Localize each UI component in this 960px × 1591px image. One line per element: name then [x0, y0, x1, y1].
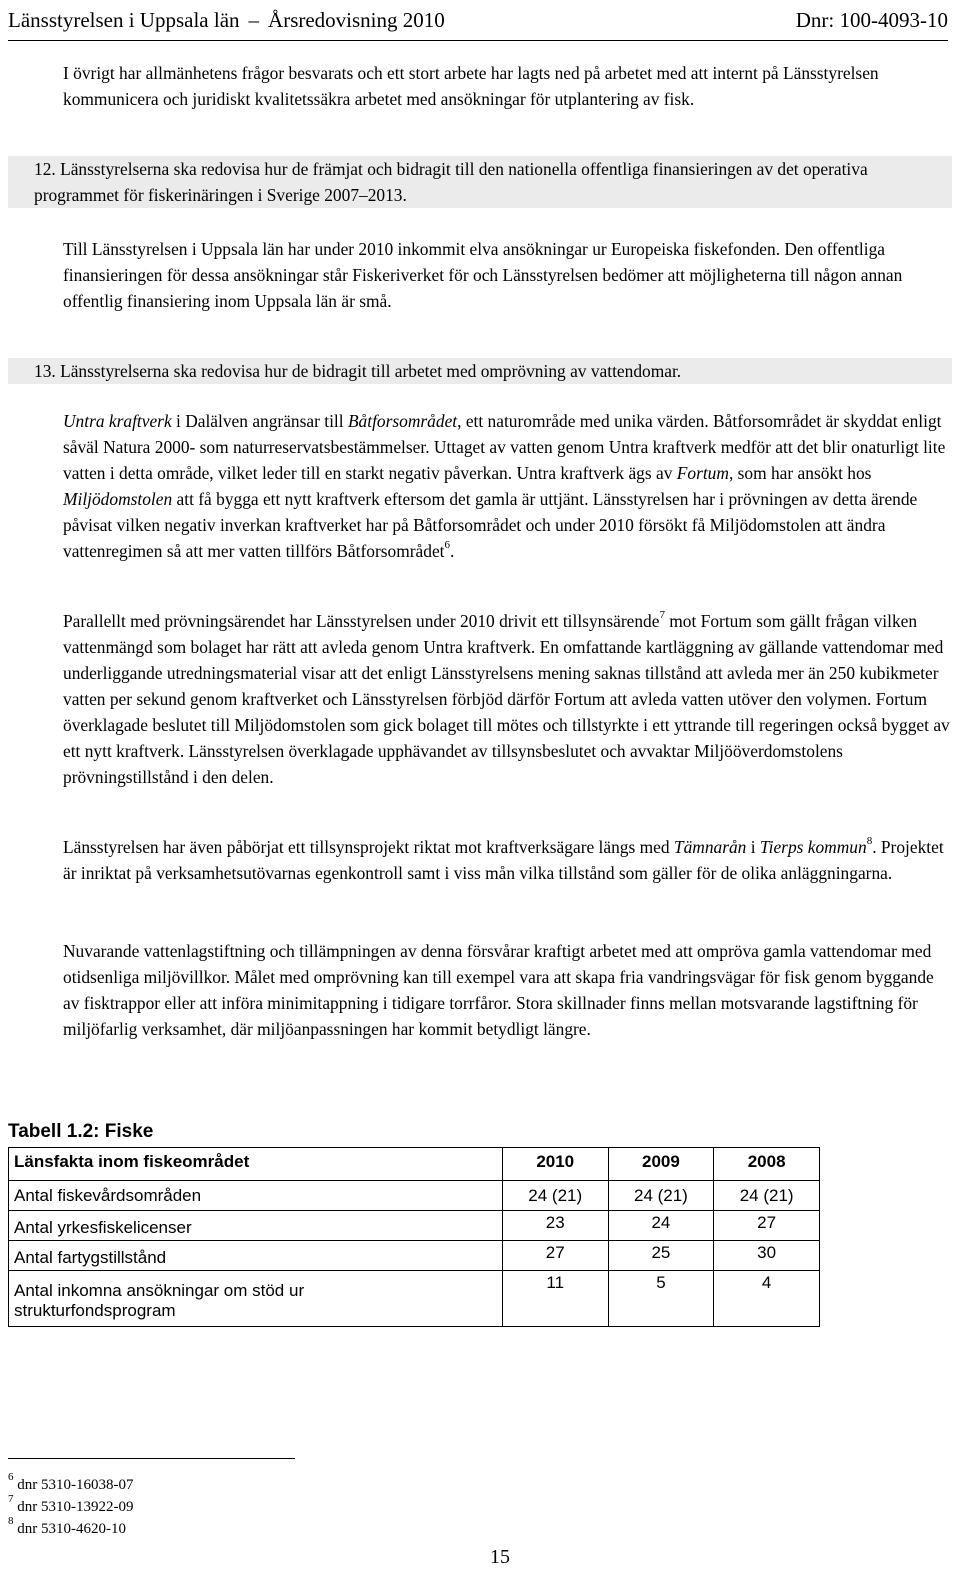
- footnote-text: dnr 5310-13922-09: [17, 1499, 134, 1515]
- item12-heading: [8, 156, 952, 208]
- table-header-2008: 2008: [714, 1148, 820, 1181]
- table-cell: 27: [502, 1241, 608, 1271]
- table-cell: 24: [608, 1211, 714, 1241]
- table-cell: 11: [502, 1271, 608, 1327]
- batforsomradet: Båtforsområdet: [347, 411, 458, 431]
- header-rule: [8, 40, 948, 41]
- item13-paragraph-4: Nuvarande vattenlagstiftning och tillämpningen av denna försvårar kraftigt arbetet med att ompröva gamla vattendomar med otidsenliga miljövillkor. Målet med omprövning kan till exempel vara att skapa fria vandringsvägar för fisk genom byggande av fisktrappor eller att införa minimitappning i tidigare torrfåror. Stora skillnader finns mellan motsvarande lagstiftning för miljöfarlig verksamhet, där miljöanpassningen har kommit betydligt längre.: [63, 941, 934, 1039]
- header-org: Länsstyrelsen i Uppsala län: [8, 8, 240, 32]
- item13-paragraph-2: [63, 608, 950, 790]
- table-cell: 30: [714, 1241, 820, 1271]
- footnote-ref-8[interactable]: 8: [866, 835, 873, 848]
- p3-text-1: Länsstyrelsen har även påbörjat ett tillsynsprojekt riktat mot kraftverksägare längs med: [63, 837, 674, 857]
- p1-text-3: , som har ansökt hos: [728, 463, 872, 483]
- table-header-2010: 2010: [502, 1148, 608, 1181]
- footnote-ref-6[interactable]: 6: [444, 539, 450, 552]
- table-cell: Antal fiskevårdsområden: [9, 1181, 503, 1211]
- table-row: [9, 1181, 820, 1211]
- fiske-table: [8, 1147, 820, 1327]
- table-cell: 24 (21): [502, 1181, 608, 1211]
- p1-text-4: att få bygga ett nytt kraftverk eftersom det gamla är uttjänt. Länsstyrelsen har i prövningen av detta ärende påvisat vilken negativ inverkan kraftverket har på Båtforsområdet och under 2010 försökt få Miljödomstolen att ändra vattenregimen så att mer vatten tillförs Båtforsområdet: [63, 489, 918, 561]
- header-dash: –: [248, 8, 260, 32]
- table-cell: 27: [714, 1211, 820, 1241]
- footnote-number: 8: [8, 1515, 14, 1527]
- footnote-6: [8, 1471, 134, 1495]
- tamnaran: Tämnarån: [673, 837, 747, 857]
- table-cell: Antal fartygstillstånd: [9, 1241, 503, 1271]
- table-cell: Antal yrkesfiskelicenser: [9, 1211, 503, 1241]
- footnote-rule: [8, 1458, 295, 1459]
- footnote-7: [8, 1493, 134, 1517]
- header-dnr: Dnr: 100-4093-10: [795, 8, 948, 32]
- table-row: [9, 1271, 820, 1327]
- item12-heading-text: 12. Länsstyrelserna ska redovisa hur de främjat och bidragit till den nationella offentliga finansieringen av det operativa programmet för fiskerinäringen i Sverige 2007–2013.: [34, 159, 868, 205]
- p2-text-2: mot Fortum som gällt frågan vilken vattenmängd som bolaget har rätt att avleda genom Untra kraftverk. En omfattande kartläggning av gällande vattendomar med underliggande utredningsmaterial visar att det enligt Länsstyrelsens mening saknas tillstånd att avleda mer än 250 kubikmeter vatten per sekund genom kraftverket och Länsstyrelsen förbjöd därför Fortum att avleda vatten utöver den volymen. Fortum överklagade beslutet till Miljödomstolen som gick bolaget till mötes och tillstyrkte i ett yttrande till regeringen också bygget av ett nytt kraftverk. Länsstyrelsen överklagade upphävandet av tillsynsbeslutet och avvaktar Miljööverdomstolens prövningstillstånd i den delen.: [63, 611, 950, 787]
- fortum: Fortum: [676, 463, 729, 483]
- footnote-number: 6: [8, 1471, 14, 1483]
- table-cell: 25: [608, 1241, 714, 1271]
- footnote-8: [8, 1515, 126, 1539]
- table-cell: [9, 1271, 503, 1327]
- page-header: [8, 6, 948, 34]
- header-left: [8, 6, 445, 34]
- intro-paragraph: I övrigt har allmänhetens frågor besvarats och ett stort arbete har lagts ned på arbetet med att internt på Länsstyrelsen kommunicera och juridiskt kvalitetssäkra arbetet med ansökningar för utplantering av fisk.: [63, 63, 879, 109]
- table-cell: 23: [502, 1211, 608, 1241]
- table-cell: 4: [714, 1271, 820, 1327]
- table-header-row: [9, 1148, 820, 1181]
- table-caption: Tabell 1.2: Fiske: [8, 1121, 154, 1142]
- item12-body: Till Länsstyrelsen i Uppsala län har under 2010 inkommit elva ansökningar ur Europeiska fiskefonden. Den offentliga finansieringen för dessa ansökningar står Fiskeriverket för och Länsstyrelsen bedömer att möjligheterna till någon annan offentlig finansiering inom Uppsala län är små.: [63, 239, 903, 311]
- table-cell: 24 (21): [608, 1181, 714, 1211]
- table-row: [9, 1241, 820, 1271]
- table-cell: 5: [608, 1271, 714, 1327]
- item13-heading: 13. Länsstyrelserna ska redovisa hur de bidragit till arbetet med omprövning av vattendomar.: [8, 358, 952, 384]
- item13-paragraph-1: [63, 408, 950, 564]
- tierps-kommun: Tierps kommun: [759, 837, 867, 857]
- item13-paragraph-3: [63, 834, 950, 886]
- footnote-text: dnr 5310-16038-07: [17, 1477, 134, 1493]
- footnote-text: dnr 5310-4620-10: [17, 1521, 126, 1537]
- table-cell: 24 (21): [714, 1181, 820, 1211]
- table-row: [9, 1211, 820, 1241]
- untra-kraftverk: Untra kraftverk: [63, 411, 172, 431]
- p3-text-3: . Projektet är inriktat på verksamhetsutövarnas egenkontroll samt i viss mån vilka tillstånd som gäller för de olika anläggningarna.: [63, 837, 944, 883]
- header-doc-title: Årsredovisning 2010: [268, 8, 445, 32]
- table-header-label: Länsfakta inom fiskeområdet: [9, 1148, 503, 1181]
- table-header-2009: 2009: [608, 1148, 714, 1181]
- p2-text-1: Parallellt med prövningsärendet har Länsstyrelsen under 2010 drivit ett tillsynsärende: [63, 611, 660, 631]
- footnote-number: 7: [8, 1493, 14, 1505]
- footnote-ref-7[interactable]: 7: [659, 609, 665, 622]
- p1-text-2: , ett naturområde med unika värden. Båtforsområdet är skyddat enligt såväl Natura 2000- som naturreservatsbestämmelser. Uttaget av vatten genom Untra kraftverk medför att det blir onaturligt lite vatten i detta område, vilket leder till en starkt negativ påverkan. Untra kraftverk ägs av: [63, 411, 946, 483]
- page-number: 15: [490, 1546, 510, 1568]
- p3-text-2: i: [746, 837, 760, 857]
- miljodomstolen: Miljödomstolen: [63, 489, 173, 509]
- table-cell-text: Antal inkomna ansökningar om stöd ur strukturfondsprogram: [14, 1281, 305, 1320]
- p1-text-5: .: [450, 541, 455, 561]
- p1-text-1: i Dalälven angränsar till: [171, 411, 348, 431]
